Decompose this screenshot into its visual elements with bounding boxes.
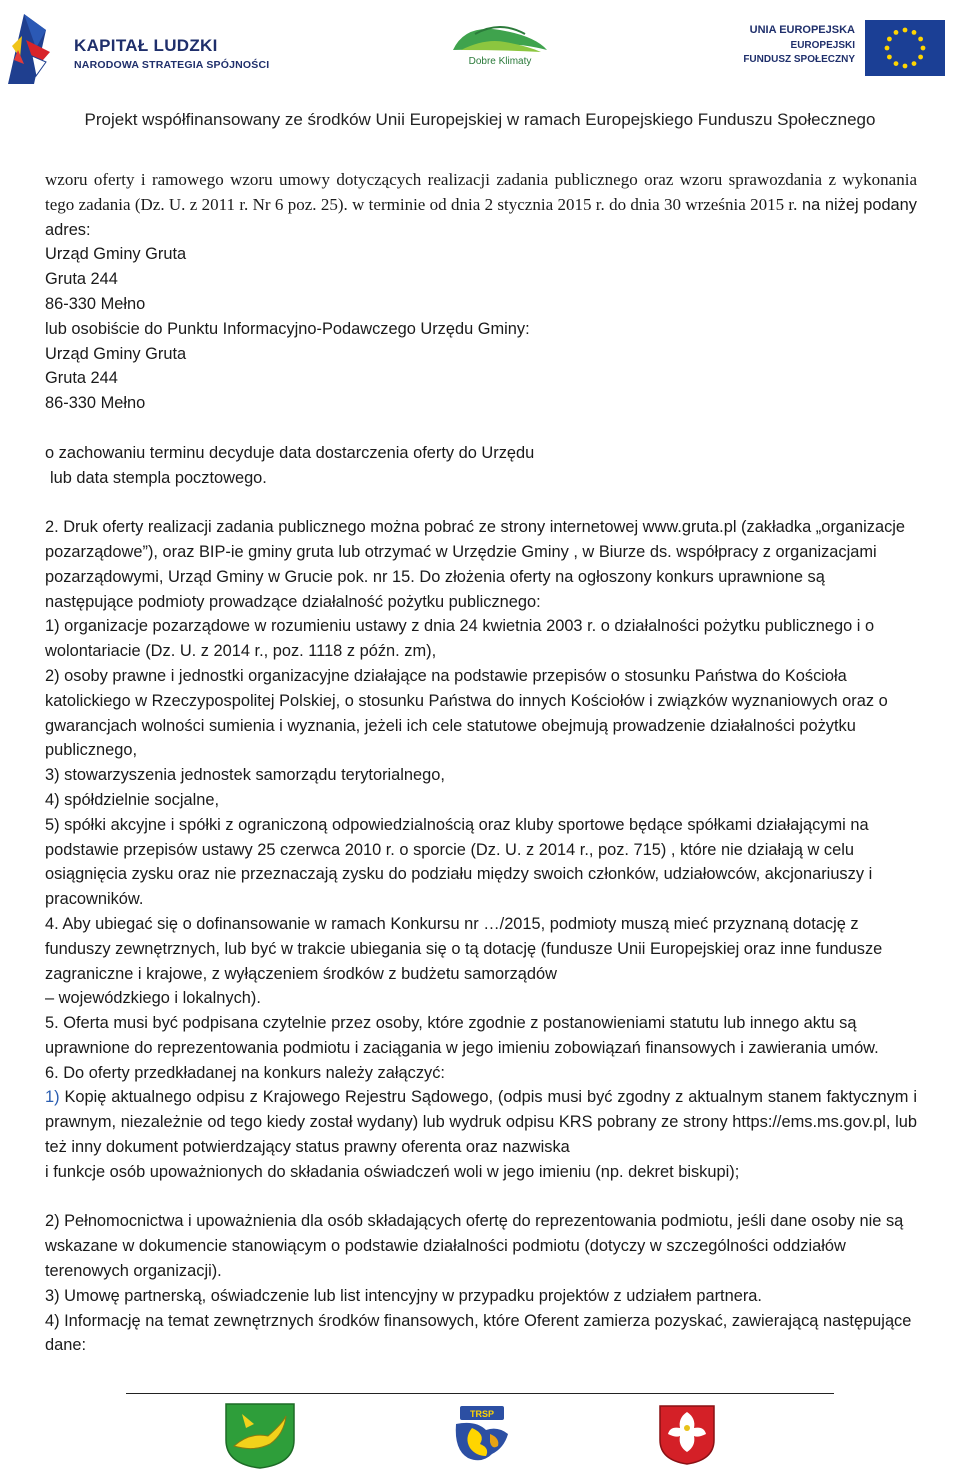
attachment-item-1 bbox=[45, 1085, 917, 1159]
project-cofinancing-line: Projekt współfinansowany ze środków Unii Europejskiej w ramach Europejskiego Funduszu Społecznego bbox=[84, 110, 876, 129]
footer-divider bbox=[126, 1393, 834, 1394]
eligible-item-1: 1) organizacje pozarządowe w rozumieniu ustawy z dnia 24 kwietnia 2003 r. o działalności pożytku publicznego i o wolontariacie (Dz. U. z 2014 r., poz. 1118 z późn. zm), bbox=[45, 617, 875, 661]
intro-text-serif: wzoru oferty i ramowego wzoru umowy dotyczących realizacji zadania publicznego oraz wzoru sprawozdania z wykonania tego zadania (Dz. U. z 2011 r. Nr 6 poz. 25). w terminie od dnia 2 stycznia 2015 r. do dnia 30 września 2015 r. bbox=[45, 170, 917, 214]
eu-subtitle-2: FUNDUSZ SPOŁECZNY bbox=[743, 54, 855, 65]
dobre-klimaty-logo bbox=[445, 20, 555, 75]
attachment-item-2: 2) Pełnomocnictwa i upoważnienia dla osób składających ofertę do reprezentowania podmiotu, jeśli dane osoby nie są wskazane w dokumencie stanowiącym o podstawie działalności podmiotu (dotyczy w szczególności oddziałów terenowych organizacji). bbox=[45, 1212, 904, 1281]
address-1-line-2: Gruta 244 bbox=[45, 270, 118, 289]
attachment-item-3: 3) Umowę partnerską, oświadczenie lub list intencyjny w przypadku projektów z udziałem partnera. bbox=[45, 1286, 762, 1305]
attachment-1-text: Kopię aktualnego odpisu z Krajowego Rejestru Sądowego, (odpis musi być zgodny z aktualnym stanem faktycznym i prawnym, niezależnie od tego kiedy został wydany) lub wydruk odpisu KRS pobrany ze strony https://ems.ms.gov.pl, lub też inny dokument potwierdzający status prawny oferenta oraz nazwiska bbox=[45, 1088, 917, 1157]
spacer bbox=[45, 1185, 917, 1210]
deadline-line-2: lub data stempla pocztowego. bbox=[50, 468, 267, 487]
section-5-paragraph: 5. Oferta musi być podpisana czytelnie przez osoby, które zgodnie z postanowieniami statutu lub innego aktu są uprawnione do reprezentowania podmiotu i zaciągania w jego imieniu zobowiązań finansowych i zawierania umów. bbox=[45, 1014, 879, 1057]
eu-subtitle-1: EUROPEJSKI bbox=[790, 40, 855, 51]
dobre-klimaty-text: Dobre Klimaty bbox=[468, 56, 532, 67]
spacer bbox=[45, 416, 917, 441]
address-1-line-3: 86-330 Mełno bbox=[45, 294, 146, 313]
intro-paragraph bbox=[45, 168, 917, 242]
deadline-line-1: o zachowaniu terminu decyduje data dostarczenia oferty do Urzędu bbox=[45, 443, 535, 462]
attachment-item-4: 4) Informację na temat zewnętrznych środków finansowych, które Oferent zamierza pozyskać, zawierającą następujące dane: bbox=[45, 1311, 912, 1355]
eligible-item-3: 3) stowarzyszenia jednostek samorządu terytorialnego, bbox=[45, 766, 445, 785]
header bbox=[0, 0, 960, 129]
section-6-heading: 6. Do oferty przedkładanej na konkurs należy załączyć: bbox=[45, 1063, 445, 1082]
address-1-line-1: Urząd Gminy Gruta bbox=[45, 245, 187, 264]
address-2-line-1: Urząd Gminy Gruta bbox=[45, 344, 187, 363]
section-4-tail: – wojewódzkiego i lokalnych). bbox=[45, 989, 261, 1008]
address-2-line-2: Gruta 244 bbox=[45, 369, 118, 388]
trsp-emblem-logo bbox=[446, 1404, 518, 1471]
spacer bbox=[45, 490, 917, 515]
eu-title: UNIA EUROPEJSKA bbox=[749, 24, 855, 36]
green-coat-of-arms-logo bbox=[224, 1402, 296, 1475]
trsp-emblem-icon bbox=[446, 1404, 518, 1466]
eu-flag-icon bbox=[865, 20, 945, 76]
svg-text:TRSP: TRSP bbox=[469, 1409, 495, 1419]
section-4-paragraph: 4. Aby ubiegać się o dofinansowanie w ramach Konkursu nr …/2015, podmioty muszą mieć przyznaną dotację z funduszy zewnętrznych, lub być w trakcie ubiegania się o tą dotację (fundusze Unii Europejskiej oraz inne fundusze zagraniczne i krajowe, z wyłączeniem środków z budżetu samorządów bbox=[45, 914, 883, 983]
green-coat-of-arms-icon bbox=[224, 1402, 296, 1470]
intro-text-address: na niżej podany adres: bbox=[45, 195, 917, 239]
dobre-klimaty-icon bbox=[445, 20, 555, 60]
kapital-ludzki-logo bbox=[6, 6, 270, 86]
attachment-1-number: 1) bbox=[45, 1088, 60, 1107]
attachment-1-tail: i funkcje osób upoważnionych do składania oświadczeń woli w jego imieniu (np. dekret biskupi); bbox=[45, 1162, 740, 1181]
section-2-paragraph: 2. Druk oferty realizacji zadania publicznego można pobrać ze strony internetowej www.gruta.pl (zakładka „organizacje pozarządowe”), oraz BIP-ie gminy gruta lub otrzymać w Urzędzie Gminy , w Biurze ds. współpracy z organizacjami pozarządowymi, Urząd Gminy w Grucie pok. nr 15. Do złożenia oferty na ogłoszony konkurs uprawnione są następujące podmioty prowadzące działalność pożytku publicznego: bbox=[45, 518, 906, 611]
kapital-ludzki-title: KAPITAŁ LUDZKI bbox=[74, 36, 218, 55]
eligible-item-5: 5) spółki akcyjne i spółki z ograniczoną odpowiedzialnością oraz kluby sportowe będące spółkami działającymi na podstawie przepisów ustawy 25 czerwca 2010 r. o sporcie (Dz. U. z 2014 r., poz. 715) , które nie działają w celu osiągnięcia zysku oraz nie przeznaczają zysku do podziału między swoich członków, udziałowców, akcjonariuszy i pracowników. bbox=[45, 815, 873, 909]
eligible-item-4: 4) spółdzielnie socjalne, bbox=[45, 790, 220, 809]
kapital-ludzki-emblem-icon bbox=[6, 6, 66, 86]
red-coat-of-arms-logo bbox=[658, 1404, 716, 1471]
eu-logo bbox=[740, 18, 950, 78]
kapital-ludzki-subtitle: NARODOWA STRATEGIA SPÓJNOŚCI bbox=[74, 59, 270, 71]
red-coat-of-arms-icon bbox=[658, 1404, 716, 1466]
eligible-item-2: 2) osoby prawne i jednostki organizacyjne działające na podstawie przepisów o stosunku Państwa do Kościoła katolickiego w Rzeczypospolitej Polskiej, o stosunku Państwa do innych Kościołów i związków wyznaniowych oraz o gwarancjach wolności sumienia i wyznania, jeżeli ich cele statutowe obejmują prowadzenie działalności pożytku publicznego, bbox=[45, 666, 888, 760]
address-2-line-3: 86-330 Mełno bbox=[45, 394, 146, 413]
personal-delivery-line: lub osobiście do Punktu Informacyjno-Podawczego Urzędu Gminy: bbox=[45, 319, 530, 338]
document-body bbox=[45, 168, 917, 1358]
